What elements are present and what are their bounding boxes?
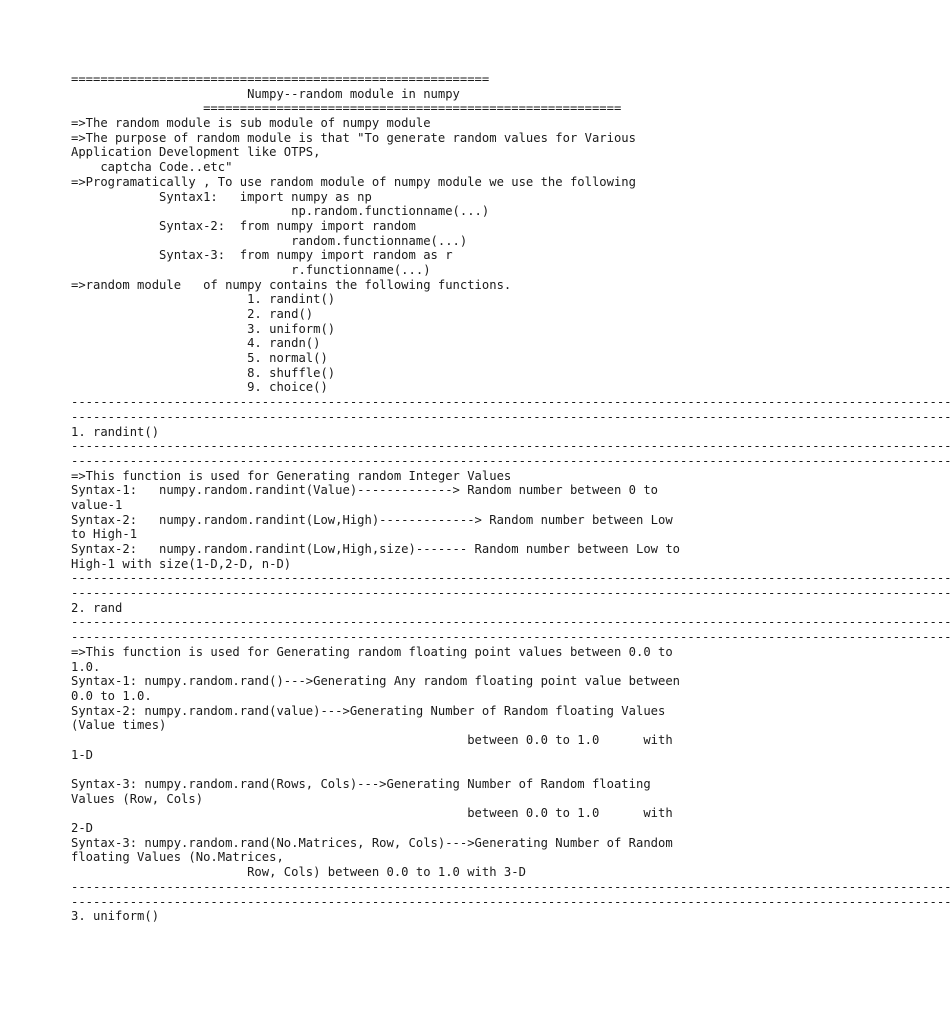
text-line: 1.0.: [71, 659, 101, 674]
text-line: =========================================================: [71, 72, 490, 86]
text-line: 3. uniform(): [71, 909, 160, 924]
text-line: Syntax-3: numpy.random.rand(No.Matrices, Row, Cols)--->Generating Number of Random: [71, 835, 673, 850]
text-line: r.functionname(...): [71, 262, 431, 277]
text-line: Syntax-1: numpy.random.rand()--->Generating Any random floating point value between: [71, 674, 681, 689]
text-line: between 0.0 to 1.0 with: [71, 732, 673, 747]
text-line: Syntax-2: numpy.random.randint(Low,High,size)------- Random number between Low to: [71, 542, 681, 556]
text-line: 1. randint(): [71, 292, 336, 307]
text-line: Syntax-3: from numpy import random as r: [71, 248, 453, 263]
document-body: [71, 72, 952, 924]
text-line: Values (Row, Cols): [71, 791, 204, 806]
text-line: =>This function is used for Generating random Integer Values: [71, 468, 512, 483]
text-line: (Value times): [71, 718, 167, 733]
text-line: 8. shuffle(): [71, 365, 336, 380]
text-line: 1-D: [71, 747, 94, 762]
text-line: value-1: [71, 497, 123, 512]
text-line: Application Development like OTPS,: [71, 145, 321, 160]
text-line: =========================================================: [71, 101, 622, 116]
separator-line: ------------------------------------------------------------------------------------------------------------------------: [71, 615, 952, 630]
text-line: 2. rand: [71, 600, 123, 615]
text-line: Syntax-3: numpy.random.rand(Rows, Cols)--->Generating Number of Random floating: [71, 777, 651, 791]
text-line: High-1 with size(1-D,2-D, n-D): [71, 556, 292, 571]
text-line: 9. choice(): [71, 380, 328, 395]
text-line: random.functionname(...): [71, 233, 468, 248]
text-line: Row, Cols) between 0.0 to 1.0 with 3-D: [71, 865, 526, 880]
separator-line: ------------------------------------------------------------------------------------------------------------------------: [71, 439, 952, 454]
text-line: 5. normal(): [71, 351, 328, 366]
text-line: 3. uniform(): [71, 321, 336, 336]
text-line: =>Programatically , To use random module of numpy module we use the following: [71, 174, 636, 189]
text-line: =>This function is used for Generating random floating point values between 0.0 to: [71, 644, 673, 659]
text-line: 4. randn(): [71, 336, 321, 351]
separator-line: ------------------------------------------------------------------------------------------------------------------------: [71, 879, 952, 894]
text-line: 0.0 to 1.0.: [71, 688, 152, 703]
text-line: to High-1: [71, 527, 138, 542]
text-line: np.random.functionname(...): [71, 204, 490, 219]
separator-line: ------------------------------------------------------------------------------------------------------------------------: [71, 571, 952, 586]
text-line: 1. randint(): [71, 424, 160, 439]
text-line: =>The purpose of random module is that "To generate random values for Various: [71, 130, 636, 145]
text-line: Syntax-2: from numpy import random: [71, 218, 416, 233]
text-line: [71, 762, 711, 777]
text-line: Syntax1: import numpy as np: [71, 189, 372, 204]
separator-line: ------------------------------------------------------------------------------------------------------------------------: [71, 395, 952, 410]
text-line: =>random module of numpy contains the following functions.: [71, 277, 512, 292]
separator-line: ------------------------------------------------------------------------------------------------------------------------: [71, 894, 952, 909]
separator-line: ------------------------------------------------------------------------------------------------------------------------: [71, 453, 952, 468]
text-line: =>The random module is sub module of numpy module: [71, 116, 431, 131]
text-line: captcha Code..etc": [71, 160, 233, 175]
separator-line: ------------------------------------------------------------------------------------------------------------------------: [71, 630, 952, 645]
text-line: 2. rand(): [71, 307, 314, 321]
text-line: Syntax-1: numpy.random.randint(Value)-------------> Random number between 0 to: [71, 483, 658, 498]
text-line: Syntax-2: numpy.random.randint(Low,High)-------------> Random number between Low: [71, 512, 673, 527]
text-line: 2-D: [71, 821, 94, 836]
text-line: between 0.0 to 1.0 with: [71, 806, 673, 821]
text-line: floating Values (No.Matrices,: [71, 850, 284, 865]
text-line: Syntax-2: numpy.random.rand(value)--->Generating Number of Random floating Values: [71, 703, 666, 718]
text-line: Numpy--random module in numpy: [71, 86, 460, 101]
separator-line: ------------------------------------------------------------------------------------------------------------------------: [71, 409, 952, 424]
separator-line: ------------------------------------------------------------------------------------------------------------------------: [71, 586, 952, 601]
